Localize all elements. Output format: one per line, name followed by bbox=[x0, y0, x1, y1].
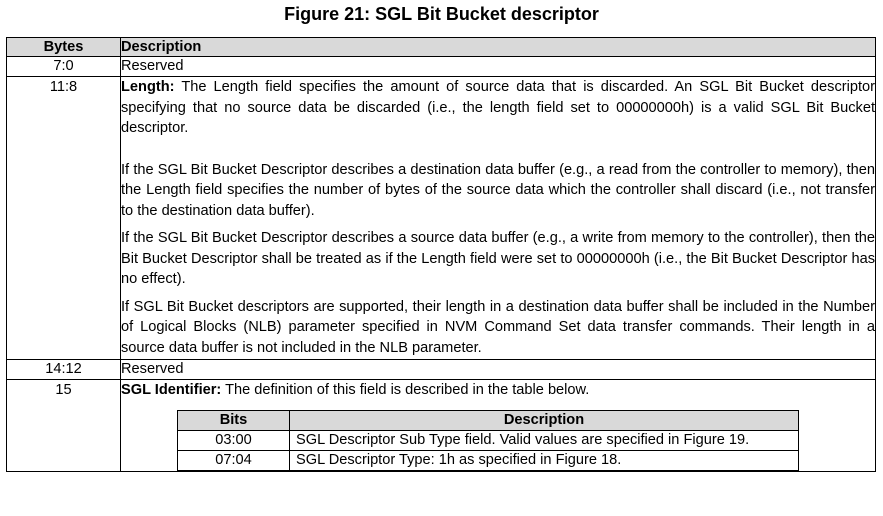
field-name: SGL Identifier: bbox=[121, 382, 222, 398]
table-row bbox=[7, 57, 876, 77]
sgl-identifier-subtable bbox=[177, 410, 799, 471]
bytes-cell: 15 bbox=[7, 380, 121, 472]
description-header: Description bbox=[121, 38, 876, 57]
bytes-cell: 14:12 bbox=[7, 360, 121, 380]
length-paragraph-1 bbox=[121, 77, 875, 139]
sub-description-cell: SGL Descriptor Type: 1h as specified in Figure 18. bbox=[290, 450, 799, 470]
table-row bbox=[7, 380, 876, 472]
bits-header: Bits bbox=[178, 410, 290, 430]
table-row bbox=[7, 77, 876, 360]
description-cell bbox=[121, 77, 876, 360]
paragraph-text: The Length field specifies the amount of source data that is discarded. An SGL Bit Bucket descriptor specifying that no source data be discarded (i.e., the length field set to 00000000h) is a valid SGL Bit Bucket descriptor. bbox=[121, 79, 875, 136]
subtable-row bbox=[178, 430, 799, 450]
figure-title: Figure 21: SGL Bit Bucket descriptor bbox=[284, 4, 599, 24]
length-paragraph-4: If SGL Bit Bucket descriptors are supported, their length in a destination data buffer shall be included in the Number of Logical Blocks (NLB) parameter specified in NVM Command Set data transfer commands. Their length in a source data buffer is not included in the NLB parameter. bbox=[121, 298, 875, 356]
bytes-cell: 7:0 bbox=[7, 57, 121, 77]
field-name: Length: bbox=[121, 79, 175, 95]
header-row bbox=[7, 38, 876, 57]
bytes-header: Bytes bbox=[7, 38, 121, 57]
sub-description-header: Description bbox=[290, 410, 799, 430]
description-cell: Reserved bbox=[121, 57, 876, 77]
description-cell: Reserved bbox=[121, 360, 876, 380]
subtable-header-row bbox=[178, 410, 799, 430]
bytes-cell: 11:8 bbox=[7, 77, 121, 360]
sgl-identifier-paragraph bbox=[121, 380, 875, 401]
length-paragraph-3: If the SGL Bit Bucket Descriptor describes a source data buffer (e.g., a write from memory to the controller), then the Bit Bucket Descriptor shall be treated as if the Length field were set to 00000000h (i.e., the Bit Bucket Descriptor has no effect). bbox=[121, 230, 875, 287]
descriptor-table bbox=[6, 37, 876, 472]
length-paragraph-2: If the SGL Bit Bucket Descriptor describes a destination data buffer (e.g., a read from the controller to memory), then the Length field specifies the number of bytes of the source data which the controller shall discard (i.e., not transfer to the destination data buffer). bbox=[121, 161, 875, 219]
description-cell bbox=[121, 380, 876, 472]
table-row bbox=[7, 360, 876, 380]
bits-cell: 03:00 bbox=[178, 430, 290, 450]
sub-description-cell: SGL Descriptor Sub Type field. Valid values are specified in Figure 19. bbox=[290, 430, 799, 450]
subtable-row bbox=[178, 450, 799, 470]
bits-cell: 07:04 bbox=[178, 450, 290, 470]
paragraph-text: The definition of this field is described in the table below. bbox=[221, 382, 590, 398]
